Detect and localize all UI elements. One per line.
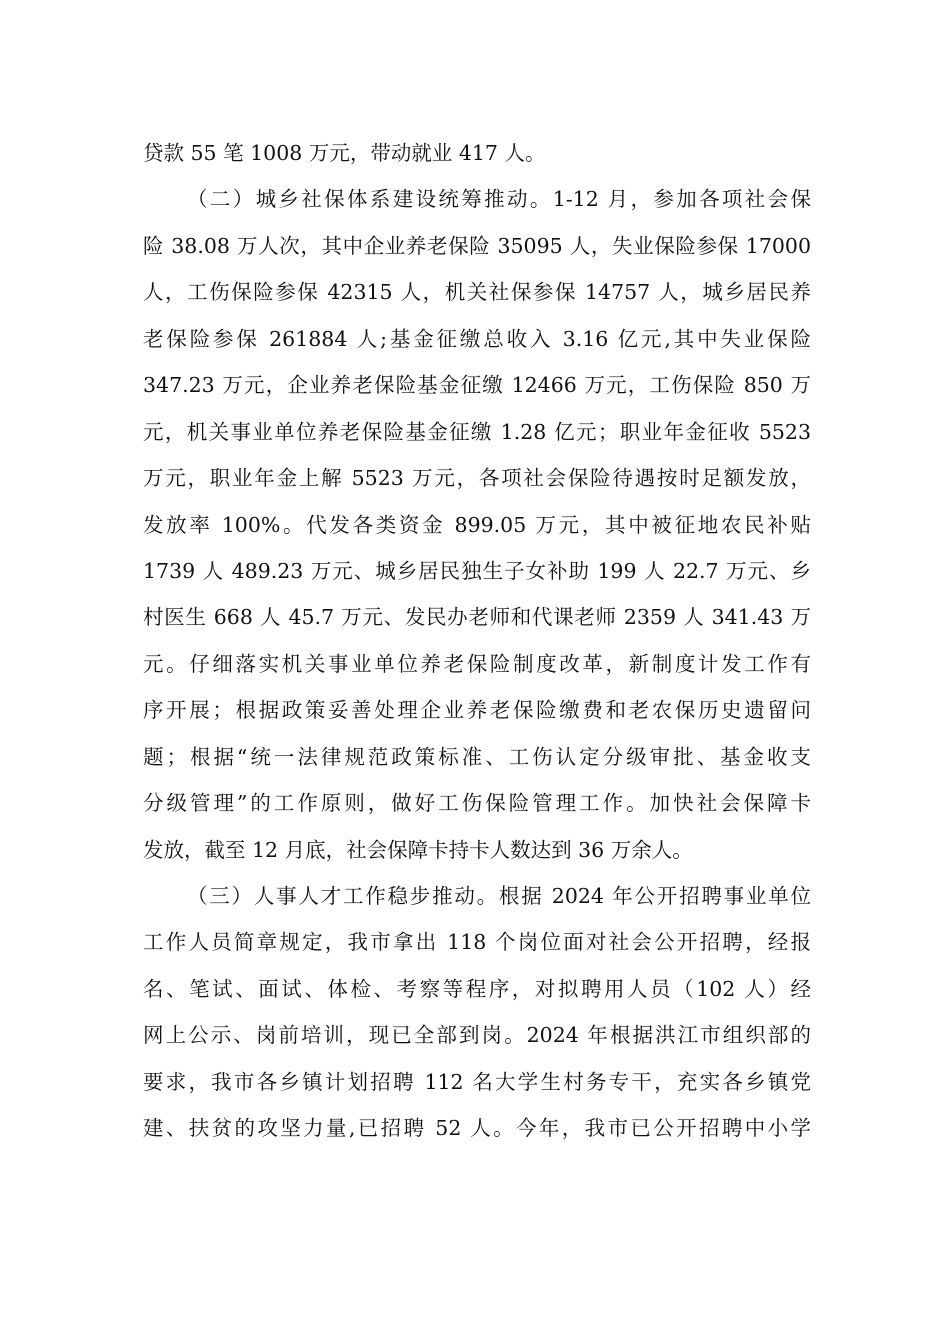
text-line: 万元，职业年金上解 5523 万元，各项社会保险待遇按时足额发放， — [143, 466, 811, 491]
text-line: 险 38.08 万人次，其中企业养老保险 35095 人，失业保险参保 17000 — [143, 233, 811, 258]
text-line: 分级管理”的工作原则，做好工伤保险管理工作。加快社会保障卡 — [143, 791, 811, 816]
section-heading-line: （三）人事人才工作稳步推动。根据 2024 年公开招聘事业单位 — [187, 884, 811, 908]
text-line: 元，机关事业单位养老保险基金征缴 1.28 亿元；职业年金征收 5523 — [143, 419, 811, 444]
text-line: 老保险参保 261884 人;基金征缴总收入 3.16 亿元,其中失业保险 — [143, 326, 811, 351]
text-line: 1739 人 489.23 万元、城乡居民独生子女补助 199 人 22.7 万元、乡 — [143, 558, 811, 583]
text-line: 要求，我市各乡镇计划招聘 112 名大学生村务专干，充实各乡镇党 — [143, 1069, 811, 1094]
text-line: 名、笔试、面试、体检、考察等程序，对拟聘用人员（102 人）经 — [143, 976, 811, 1001]
text-line: 题；根据“统一法律规范政策标准、工伤认定分级审批、基金收支 — [143, 744, 811, 769]
text-line: 347.23 万元，企业养老保险基金征缴 12466 万元，工伤保险 850 万 — [143, 373, 811, 398]
text-line: 发放率 100%。代发各类资金 899.05 万元，其中被征地农民补贴 — [143, 512, 811, 537]
text-line: 网上公示、岗前培训，现已全部到岗。2024 年根据洪江市组织部的 — [143, 1023, 811, 1048]
section-heading-line: （二）城乡社保体系建设统筹推动。1-12 月，参加各项社会保 — [187, 187, 811, 212]
text-line: 村医生 668 人 45.7 万元、发民办老师和代课老师 2359 人 341.43 万 — [143, 605, 811, 630]
document-body — [143, 130, 811, 1152]
text-line: 人，工伤保险参保 42315 人，机关社保参保 14757 人，城乡居民养 — [143, 280, 811, 305]
text-line: 发放，截至 12 月底，社会保障卡持卡人数达到 36 万余人。 — [143, 837, 693, 862]
text-line: 建、扶贫的攻坚力量,已招聘 52 人。今年，我市已公开招聘中小学 — [143, 1116, 811, 1141]
text-line: 贷款 55 笔 1008 万元，带动就业 417 人。 — [143, 141, 546, 165]
text-line: 元。仔细落实机关事业单位养老保险制度改革，新制度计发工作有 — [143, 651, 811, 676]
text-line: 工作人员简章规定，我市拿出 118 个岗位面对社会公开招聘，经报 — [143, 930, 811, 955]
text-line: 序开展；根据政策妥善处理企业养老保险缴费和老农保历史遗留问 — [143, 698, 811, 723]
